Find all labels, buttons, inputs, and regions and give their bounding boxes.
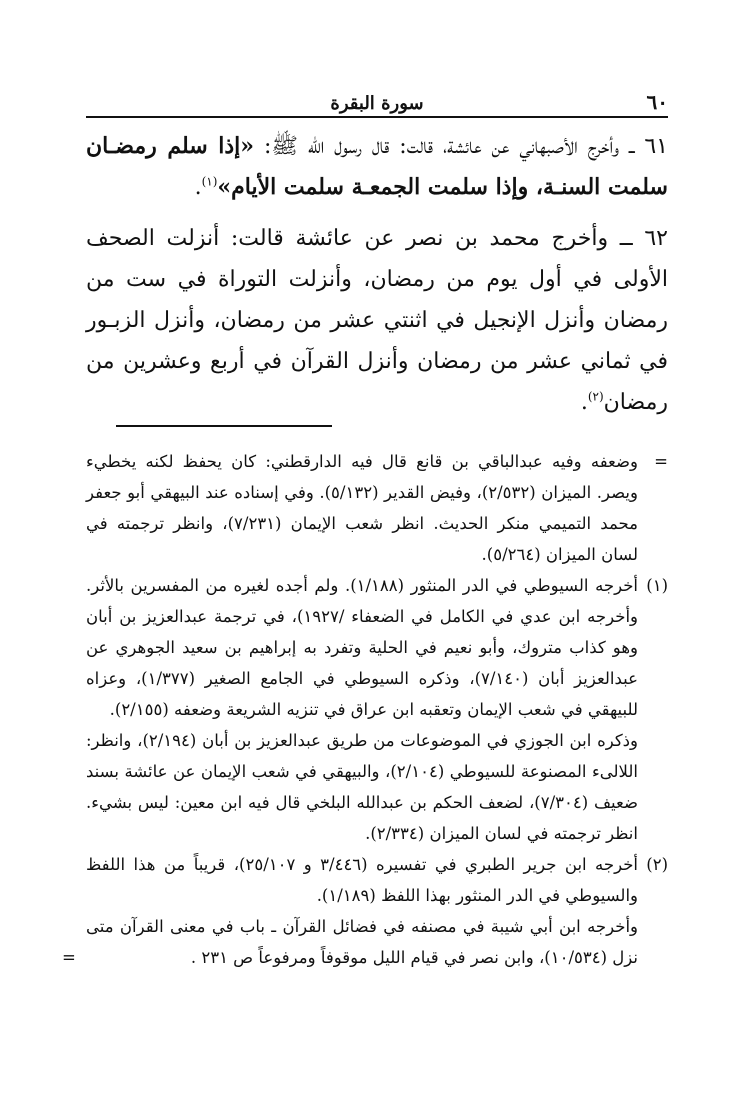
footnote-ref-1: (١) [201, 174, 218, 189]
footnote-text: أخرجه ابن جرير الطبري في تفسيره (٣/٤٤٦ و ٢٥/١٠٧)، قريباً من هذا اللفظ والسيوطي في الدر المنثور بهذا اللفظ (١/١٨٩). [86, 855, 638, 905]
hadith-62-text: ٦٢ ــ وأخرج محمد بن نصر عن عائشة قالت: أنزلت الصحف الأولى في أول يوم من رمضان، وأنزلت التوراة في ست من رمضان وأنزل الإنجيل في اثنتي عشر من رمضان، وأنزل الزبـور في ثماني عشر من رمضان وأنزل القرآن في أربع وعشرين من رمضان [86, 226, 668, 415]
page-number: ٦٠ [646, 90, 668, 114]
footnote-text: وأخرجه ابن أبي شيبة في مصنفه في فضائل القرآن ـ باب في معنى القرآن متى نزل (١٠/٥٣٤)، وابن نصر في قيام الليل موقوفاً ومرفوعاً ص ٢٣١ . [86, 917, 638, 967]
continued-end-marker: = [62, 948, 76, 967]
footnote-ref-2: (٢) [587, 389, 604, 404]
footnote-marker: (١) [646, 576, 668, 595]
footnote-continued [86, 446, 668, 570]
footnote-2 [62, 849, 668, 973]
footnote-marker: = [654, 452, 668, 471]
hadith-61-end: . [194, 175, 202, 200]
header-rule [86, 116, 668, 118]
page-header [86, 88, 668, 114]
footnote-1 [86, 570, 668, 849]
footnote-text: أخرجه السيوطي في الدر المنثور (١/١٨٨). ولم أجده لغيره من المفسرين بالأثر. وأخرجه ابن عدي في الكامل في الضعفاء /١٩٢٧)، في ترجمة عبدالعزيز بن أبان وهو كذاب متروك، وأبو نعيم في الحلية وتفرد به إبراهيم بن سعيد الجوهري عن عبدالعزيز أبان (٧/١٤٠)، وذكره السيوطي في الجامع الصغير (١/٣٧٧)، وعزاه للبيهقي في شعب الإيمان وتعقبه ابن عراق في تنزيه الشريعة وضعفه (٢/١٥٥). [86, 576, 639, 719]
hadith-61-quote: «إذا سلم رمضـان سلمت السنـة، وإذا سلمت الجمعـة سلمت الأيام» [86, 133, 668, 200]
footnote-text: وضعفه وفيه عبدالباقي بن قانع قال فيه الدارقطني: كان يحفظ لكنه يخطيء ويصر. الميزان (٢/٥٣٢)، وفيض القدير (٥/١٣٢). وفي إسناده عند البيهقي أبو جعفر محمد التميمي منكر الحديث. انظر شعب الإيمان (٧/٢٣١)، وانظر ترجمته في لسان الميزان (٥/٢٦٤). [86, 452, 638, 564]
main-text [86, 126, 668, 433]
book-page [62, 0, 668, 1116]
footnotes [62, 446, 668, 973]
surah-title: سورة البقرة [330, 93, 424, 114]
hadith-62-end: . [580, 390, 588, 415]
footnote-text: وذكره ابن الجوزي في الموضوعات من طريق عبدالعزيز بن أبان (٢/١٩٤)، وانظر: اللالىء المصنوعة للسيوطي (٢/١٠٤)، والبيهقي في شعب الإيمان عن عائشة بسند ضعيف (٧/٣٠٤)، لضعف الحكم بن عبدالله البلخي قال فيه ابن معين: ليس بشيء. انظر ترجمته في لسان الميزان (٢/٣٣٤). [86, 731, 639, 843]
hadith-61-intro: ٦١ ــ وأخرج الأصبهاني عن عائشة، قالت: قال رسول الله ﷺ: [263, 134, 668, 159]
hadith-62 [86, 218, 668, 423]
footnote-separator [116, 425, 332, 427]
hadith-61 [86, 126, 668, 208]
footnote-marker: (٢) [646, 855, 668, 874]
